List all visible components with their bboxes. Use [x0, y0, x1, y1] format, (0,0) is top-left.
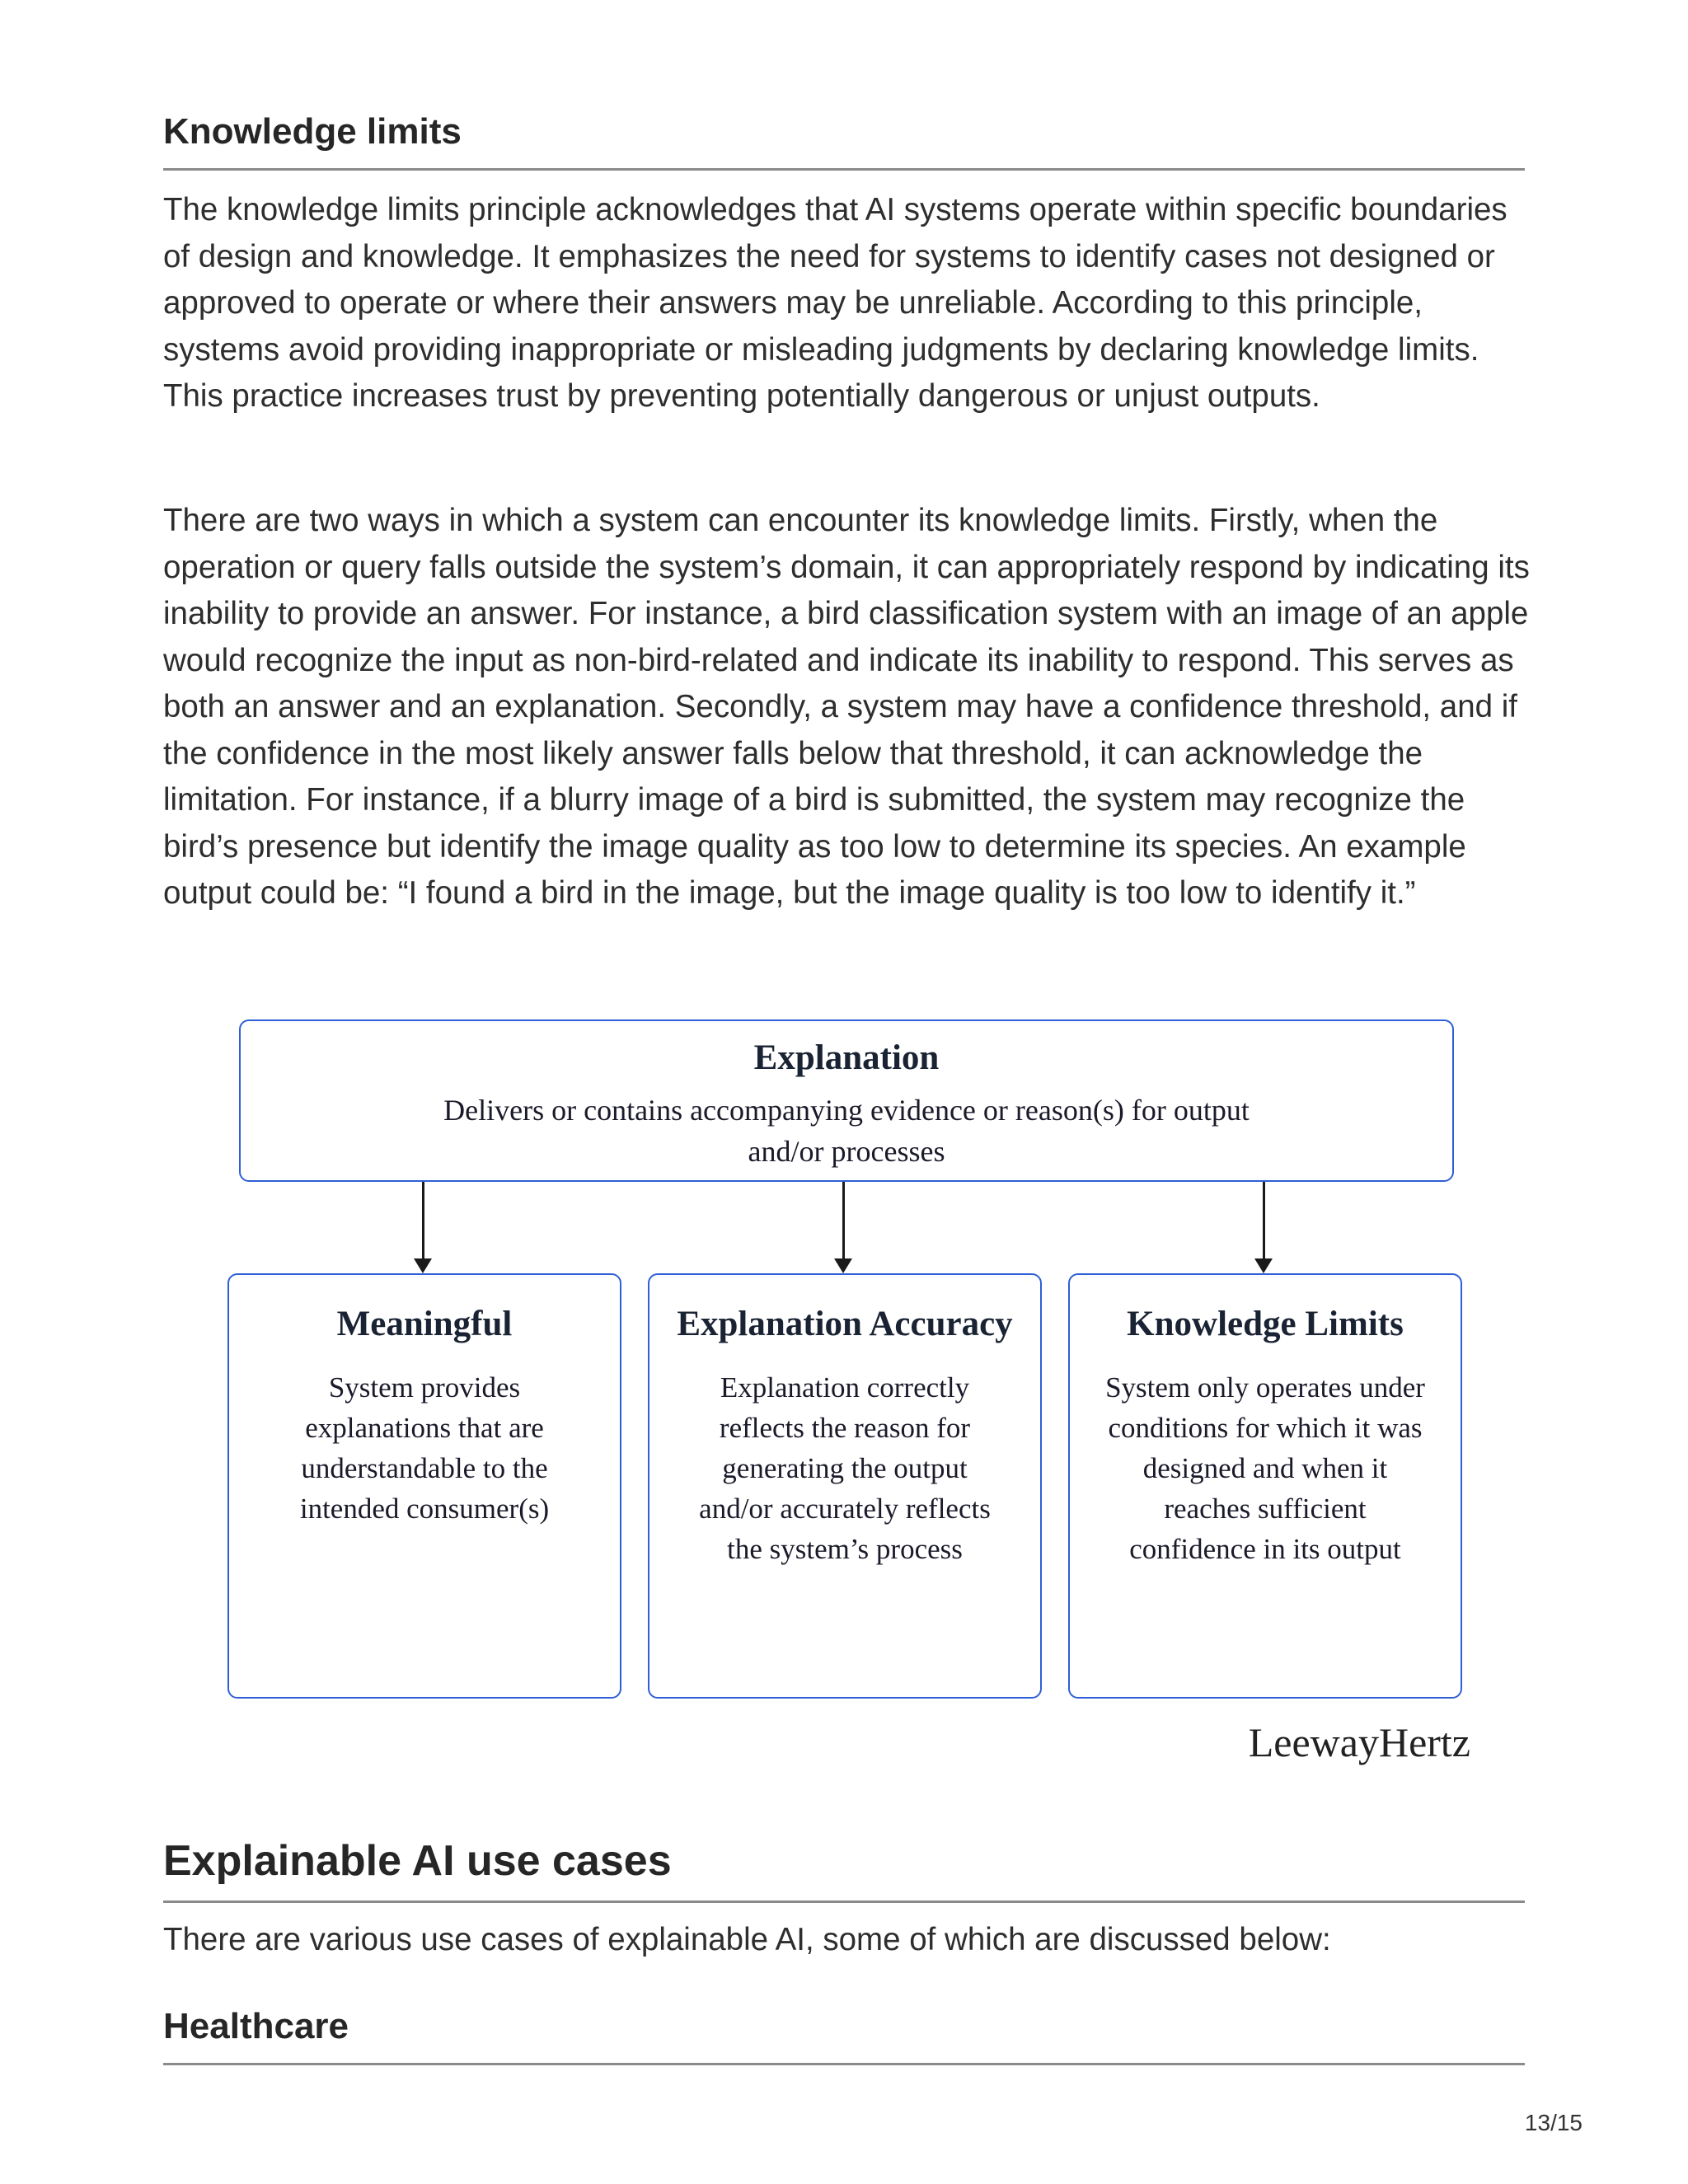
heading-knowledge-limits: Knowledge limits: [163, 107, 1525, 171]
arrow-down-icon: [422, 1182, 424, 1258]
diagram-box-explanation-accuracy: [648, 1273, 1042, 1699]
paragraph-use-cases-intro: There are various use cases of explainable AI, some of which are discussed below:: [163, 1922, 1331, 1957]
diagram-box-title: Explanation: [753, 1038, 940, 1077]
arrow-down-icon: [842, 1182, 845, 1258]
diagram-box-explanation: [239, 1019, 1454, 1182]
heading-explainable-ai-use-cases: Explainable AI use cases: [163, 1833, 1525, 1903]
arrow-down-icon: [1263, 1182, 1265, 1258]
page-number: 13/15: [1524, 2110, 1582, 2135]
diagram-box-title: Meaningful: [336, 1305, 513, 1343]
diagram-box-knowledge-limits: [1068, 1273, 1462, 1699]
leewayhertz-logo: LeewayHertz: [1248, 1719, 1470, 1765]
paragraph-knowledge-limits-1: The knowledge limits principle acknowledges that AI systems operate within specific boundaries of design and knowledge. It emphasizes the need for systems to identify cases not designed or approved to operate or where their answers may be unreliable. According to this principle, systems avoid providing inappropriate or misleading judgments by declaring knowledge limits. This practice increases trust by preventing potentially dangerous or unjust outputs.: [163, 192, 1507, 414]
diagram-box-description: System provides explanations that are understandable to the intended consumer(s): [299, 1371, 550, 1525]
diagram-box-description: Explanation correctly reflects the reason for generating the output and/or accurately reflects the system’s process: [699, 1371, 991, 1565]
paragraph-knowledge-limits-2: There are two ways in which a system can encounter its knowledge limits. Firstly, when the operation or query falls outside the system’s domain, it can appropriately respond by indicating its inability to provide an answer. For instance, a bird classification system with an image of an apple would recognize the input as non-bird-related and indicate its inability to respond. This serves as both an answer and an explanation. Secondly, a system may have a confidence threshold, and if the confidence in the most likely answer falls below that threshold, it can acknowledge the limitation. For instance, if a blurry image of a bird is submitted, the system may recognize the bird’s presence but identify the image quality as too low to determine its species. An example output could be: “I found a bird in the image, but the image quality is too low to identify it.”: [163, 503, 1530, 911]
diagram-box-description: Delivers or contains accompanying evidence or reason(s) for output and/or processes: [443, 1094, 1250, 1168]
diagram-box-title: Knowledge Limits: [1127, 1305, 1404, 1343]
diagram-box-meaningful: [227, 1273, 621, 1699]
heading-healthcare: Healthcare: [163, 2002, 1525, 2065]
diagram-box-title: Explanation Accuracy: [677, 1305, 1013, 1343]
diagram-box-description: System only operates under conditions for which it was designed and when it reaches sufficient confidence in its output: [1105, 1371, 1425, 1565]
explanation-principles-diagram: [214, 1010, 1475, 1768]
